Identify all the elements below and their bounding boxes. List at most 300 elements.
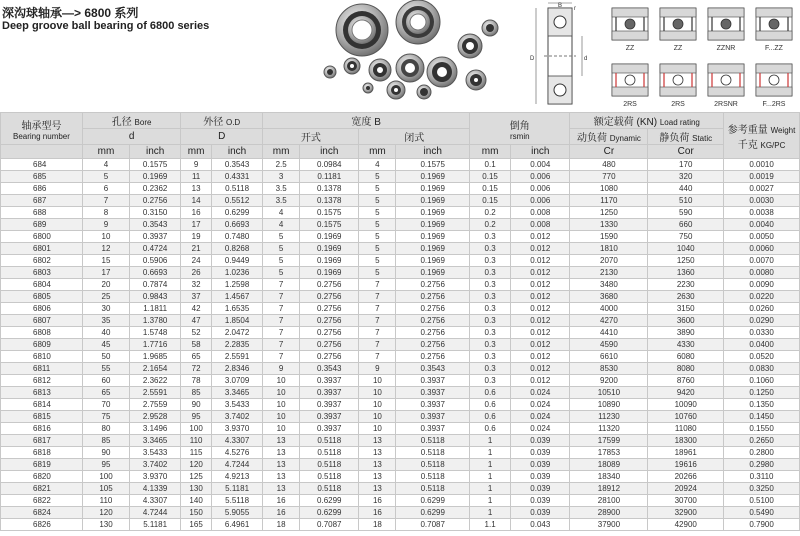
unit-bore-mm: mm <box>82 145 129 159</box>
table-cell: 0.008 <box>511 207 570 219</box>
table-cell: 0.3150 <box>130 207 181 219</box>
table-cell: 170 <box>648 159 724 171</box>
table-cell: 3600 <box>648 315 724 327</box>
seal-thumbnail <box>660 64 696 108</box>
table-cell: 13 <box>359 435 396 447</box>
table-cell: 685 <box>1 171 83 183</box>
drawing-label-r: r <box>574 6 576 12</box>
table-cell: 0.5118 <box>396 459 470 471</box>
table-cell: 0.0060 <box>724 243 800 255</box>
table-cell: 6812 <box>1 375 83 387</box>
table-cell: 13 <box>263 435 300 447</box>
table-cell: 0.1450 <box>724 411 800 423</box>
table-cell: 0.012 <box>511 243 570 255</box>
table-cell: 686 <box>1 183 83 195</box>
table-cell: 17599 <box>570 435 648 447</box>
table-cell: 6811 <box>1 363 83 375</box>
table-cell: 0.2980 <box>724 459 800 471</box>
header-chamfer <box>470 113 570 145</box>
table-cell: 6814 <box>1 399 83 411</box>
table-cell: 11320 <box>570 423 648 435</box>
table-cell: 0.012 <box>511 303 570 315</box>
table-cell: 0.024 <box>511 387 570 399</box>
header-load <box>570 113 724 129</box>
table-cell: 13 <box>181 183 212 195</box>
table-cell: 1360 <box>648 267 724 279</box>
table-cell: 16 <box>359 495 396 507</box>
header-static <box>648 129 724 145</box>
table-cell: 0.5490 <box>724 507 800 519</box>
table-cell: 5 <box>359 171 396 183</box>
table-row <box>1 267 800 279</box>
table-cell: 0.3250 <box>724 483 800 495</box>
table-cell: 130 <box>181 483 212 495</box>
table-cell: 0.0038 <box>724 207 800 219</box>
table-cell: 0.0260 <box>724 303 800 315</box>
table-cell: 0.0050 <box>724 231 800 243</box>
table-cell: 7 <box>263 315 300 327</box>
table-cell: 3.3465 <box>211 387 262 399</box>
table-cell: 13 <box>359 447 396 459</box>
table-cell: 0.012 <box>511 279 570 291</box>
table-cell: 8760 <box>648 375 724 387</box>
table-cell: 32 <box>181 279 212 291</box>
table-cell: 1.1811 <box>130 303 181 315</box>
table-row <box>1 183 800 195</box>
table-cell: 0.7087 <box>300 519 359 531</box>
table-cell: 0.6299 <box>300 495 359 507</box>
table-cell: 6816 <box>1 423 83 435</box>
table-cell: 2630 <box>648 291 724 303</box>
table-cell: 0.0330 <box>724 327 800 339</box>
table-cell: 0.5100 <box>724 495 800 507</box>
table-cell: 0.7874 <box>130 279 181 291</box>
table-cell: 30700 <box>648 495 724 507</box>
table-cell: 85 <box>181 387 212 399</box>
table-cell: 0.0080 <box>724 267 800 279</box>
table-cell: 10 <box>82 231 129 243</box>
table-cell: 0.0290 <box>724 315 800 327</box>
table-cell: 5 <box>359 219 396 231</box>
table-cell: 52 <box>181 327 212 339</box>
table-cell: 42 <box>181 303 212 315</box>
header-od-cn: 外径 <box>203 117 224 128</box>
header-weight-unit-en: KG/PC <box>760 140 786 150</box>
table-cell: 150 <box>181 507 212 519</box>
table-cell: 0.3 <box>470 291 511 303</box>
table-cell: 100 <box>181 423 212 435</box>
table-cell: 0.7480 <box>211 231 262 243</box>
table-cell: 25 <box>82 291 129 303</box>
table-cell: 13 <box>263 447 300 459</box>
table-cell: 18 <box>263 519 300 531</box>
table-cell: 9 <box>359 363 396 375</box>
table-cell: 37900 <box>570 519 648 531</box>
table-cell: 1.6535 <box>211 303 262 315</box>
table-cell: 0.3 <box>470 267 511 279</box>
table-cell: 10 <box>359 411 396 423</box>
table-cell: 2.1654 <box>130 363 181 375</box>
table-cell: 0.012 <box>511 255 570 267</box>
table-cell: 4 <box>359 159 396 171</box>
table-cell: 6805 <box>1 291 83 303</box>
table-cell: 5 <box>263 243 300 255</box>
table-cell: 2.3622 <box>130 375 181 387</box>
table-cell: 6806 <box>1 303 83 315</box>
table-cell: 3.5 <box>263 195 300 207</box>
table-cell: 3.5433 <box>211 399 262 411</box>
table-cell: 0.5118 <box>300 447 359 459</box>
table-cell: 0.1378 <box>300 195 359 207</box>
table-cell: 0.5118 <box>300 471 359 483</box>
table-cell: 2.5591 <box>130 387 181 399</box>
table-cell: 6610 <box>570 351 648 363</box>
table-cell: 1250 <box>648 255 724 267</box>
table-cell: 660 <box>648 219 724 231</box>
table-cell: 0.7087 <box>396 519 470 531</box>
seal-thumbnail <box>612 8 648 52</box>
table-cell: 0.024 <box>511 411 570 423</box>
table-cell: 7 <box>263 291 300 303</box>
header-bore-en: Bore <box>134 118 152 127</box>
table-cell: 0.2 <box>470 219 511 231</box>
header-chamfer-cn: 倒角 <box>509 120 530 132</box>
table-cell: 0.039 <box>511 471 570 483</box>
table-cell: 4000 <box>570 303 648 315</box>
table-cell: 0.2 <box>470 207 511 219</box>
table-cell: 0.3937 <box>300 375 359 387</box>
table-cell: 0.012 <box>511 267 570 279</box>
header-weight <box>724 113 800 159</box>
table-cell: 19 <box>181 231 212 243</box>
header-bore-cn: 孔径 <box>111 117 132 128</box>
seal-thumbnail <box>660 8 696 52</box>
table-cell: 0.1575 <box>300 219 359 231</box>
table-cell: 0.2756 <box>300 351 359 363</box>
table-cell: 3.9370 <box>211 423 262 435</box>
table-cell: 0.3543 <box>396 363 470 375</box>
seal-label: F...2RS <box>762 101 786 108</box>
table-cell: 3.0709 <box>211 375 262 387</box>
header-width-cn: 宽度 <box>351 117 372 128</box>
table-cell: 0.0030 <box>724 195 800 207</box>
table-cell: 1.1 <box>470 519 511 531</box>
table-cell: 4.7244 <box>211 459 262 471</box>
table-cell: 5.9055 <box>211 507 262 519</box>
table-cell: 0.3 <box>470 279 511 291</box>
table-cell: 6.4961 <box>211 519 262 531</box>
table-cell: 6815 <box>1 411 83 423</box>
table-cell: 0.1969 <box>396 207 470 219</box>
table-cell: 0.7900 <box>724 519 800 531</box>
table-cell: 14 <box>181 195 212 207</box>
table-cell: 5.5118 <box>211 495 262 507</box>
header-od-sym: D <box>181 129 263 145</box>
table-cell: 0.6 <box>470 411 511 423</box>
table-cell: 3890 <box>648 327 724 339</box>
table-cell: 4 <box>263 207 300 219</box>
table-cell: 3150 <box>648 303 724 315</box>
header-load-en: Load rating <box>659 118 700 127</box>
table-row <box>1 447 800 459</box>
table-row <box>1 411 800 423</box>
table-cell: 17853 <box>570 447 648 459</box>
header-open: 开式 <box>263 129 359 145</box>
table-cell: 1 <box>470 447 511 459</box>
table-cell: 0.039 <box>511 483 570 495</box>
table-cell: 10 <box>263 411 300 423</box>
table-cell: 11080 <box>648 423 724 435</box>
table-cell: 10 <box>263 375 300 387</box>
table-cell: 9 <box>181 159 212 171</box>
table-cell: 0.024 <box>511 423 570 435</box>
table-cell: 0.3543 <box>130 219 181 231</box>
table-row <box>1 315 800 327</box>
table-cell: 7 <box>359 291 396 303</box>
table-row <box>1 363 800 375</box>
table-cell: 4590 <box>570 339 648 351</box>
table-cell: 3.9370 <box>130 471 181 483</box>
table-cell: 0.1969 <box>396 231 470 243</box>
table-cell: 0.6 <box>470 423 511 435</box>
table-cell: 16 <box>359 507 396 519</box>
table-row <box>1 399 800 411</box>
seal-thumbnail <box>708 8 744 52</box>
bearings-photo <box>300 0 505 104</box>
table-cell: 0.3937 <box>300 387 359 399</box>
header-static-cn: 静负荷 <box>659 133 690 144</box>
table-cell: 0.3 <box>470 243 511 255</box>
table-cell: 78 <box>181 375 212 387</box>
table-row <box>1 279 800 291</box>
table-cell: 18961 <box>648 447 724 459</box>
table-cell: 3680 <box>570 291 648 303</box>
table-cell: 4.1339 <box>130 483 181 495</box>
header-static-en: Static <box>692 134 713 143</box>
table-cell: 0.6299 <box>211 207 262 219</box>
table-cell: 1 <box>470 471 511 483</box>
table-cell: 18 <box>359 519 396 531</box>
table-cell: 1040 <box>648 243 724 255</box>
table-cell: 24 <box>181 255 212 267</box>
table-cell: 0.3543 <box>300 363 359 375</box>
table-cell: 0.3 <box>470 363 511 375</box>
table-cell: 6810 <box>1 351 83 363</box>
table-cell: 13 <box>263 471 300 483</box>
drawing-label-outer-d: D <box>530 56 535 62</box>
table-cell: 100 <box>82 471 129 483</box>
table-cell: 0.012 <box>511 339 570 351</box>
table-cell: 5 <box>359 195 396 207</box>
table-cell: 18340 <box>570 471 648 483</box>
table-cell: 0.2756 <box>300 339 359 351</box>
table-cell: 1.5748 <box>130 327 181 339</box>
table-cell: 684 <box>1 159 83 171</box>
table-cell: 8080 <box>648 363 724 375</box>
table-cell: 0.3 <box>470 375 511 387</box>
drawing-label-inner-d: d <box>584 56 588 62</box>
table-cell: 0.0019 <box>724 171 800 183</box>
unit-closed-inch: inch <box>396 145 470 159</box>
table-cell: 11 <box>181 171 212 183</box>
table-cell: 10510 <box>570 387 648 399</box>
table-cell: 0.1969 <box>396 243 470 255</box>
table-cell: 0.2756 <box>300 327 359 339</box>
table-cell: 480 <box>570 159 648 171</box>
table-cell: 0.1969 <box>396 195 470 207</box>
table-row <box>1 375 800 387</box>
table-row <box>1 303 800 315</box>
table-cell: 0.3 <box>470 327 511 339</box>
table-cell: 0.6693 <box>211 219 262 231</box>
table-cell: 10760 <box>648 411 724 423</box>
table-cell: 1 <box>470 435 511 447</box>
table-cell: 0.2650 <box>724 435 800 447</box>
table-cell: 5 <box>263 267 300 279</box>
table-cell: 6826 <box>1 519 83 531</box>
table-cell: 0.15 <box>470 171 511 183</box>
table-cell: 58 <box>181 339 212 351</box>
table-cell: 0.5118 <box>396 471 470 483</box>
table-cell: 0.6 <box>470 399 511 411</box>
table-cell: 13 <box>359 483 396 495</box>
table-cell: 0.1969 <box>300 243 359 255</box>
table-cell: 0.3 <box>470 351 511 363</box>
table-row <box>1 219 800 231</box>
table-cell: 10 <box>359 423 396 435</box>
table-row <box>1 327 800 339</box>
table-cell: 6821 <box>1 483 83 495</box>
table-cell: 5.1181 <box>211 483 262 495</box>
table-cell: 1810 <box>570 243 648 255</box>
table-cell: 0.5118 <box>300 483 359 495</box>
table-cell: 2.5591 <box>211 351 262 363</box>
table-cell: 6824 <box>1 507 83 519</box>
table-row <box>1 231 800 243</box>
table-cell: 0.5118 <box>396 435 470 447</box>
table-cell: 10890 <box>570 399 648 411</box>
table-cell: 16 <box>181 207 212 219</box>
table-cell: 0.2756 <box>300 315 359 327</box>
table-cell: 2230 <box>648 279 724 291</box>
table-cell: 110 <box>181 435 212 447</box>
table-cell: 0.1969 <box>300 255 359 267</box>
table-cell: 0.5512 <box>211 195 262 207</box>
table-row <box>1 351 800 363</box>
table-cell: 10 <box>359 399 396 411</box>
page-title-en: Deep groove ball bearing of 6800 series <box>2 20 210 32</box>
table-cell: 1.3780 <box>130 315 181 327</box>
table-cell: 90 <box>181 399 212 411</box>
table-cell: 1.8504 <box>211 315 262 327</box>
table-cell: 5 <box>263 231 300 243</box>
table-cell: 12 <box>82 243 129 255</box>
header-width-sym: B <box>374 117 381 128</box>
table-cell: 0.3937 <box>396 375 470 387</box>
table-cell: 7 <box>359 315 396 327</box>
table-cell: 0.1181 <box>300 171 359 183</box>
table-cell: 20266 <box>648 471 724 483</box>
table-cell: 0.0984 <box>300 159 359 171</box>
header-weight-unit-cn: 千克 <box>737 139 758 151</box>
table-cell: 37 <box>181 291 212 303</box>
table-cell: 770 <box>570 171 648 183</box>
table-cell: 0.3543 <box>211 159 262 171</box>
table-cell: 440 <box>648 183 724 195</box>
table-cell: 6822 <box>1 495 83 507</box>
table-cell: 1330 <box>570 219 648 231</box>
seal-thumbnail <box>756 64 792 108</box>
table-cell: 3 <box>263 171 300 183</box>
table-cell: 20 <box>82 279 129 291</box>
table-cell: 95 <box>181 411 212 423</box>
table-cell: 5 <box>359 255 396 267</box>
table-cell: 0.6299 <box>396 507 470 519</box>
table-cell: 17 <box>82 267 129 279</box>
table-cell: 0.5906 <box>130 255 181 267</box>
table-cell: 0.1550 <box>724 423 800 435</box>
table-cell: 0.3937 <box>130 231 181 243</box>
table-cell: 0.3937 <box>396 423 470 435</box>
table-cell: 45 <box>82 339 129 351</box>
table-cell: 0.0010 <box>724 159 800 171</box>
table-cell: 0.15 <box>470 183 511 195</box>
table-cell: 1080 <box>570 183 648 195</box>
table-cell: 6820 <box>1 471 83 483</box>
table-cell: 0.2756 <box>396 351 470 363</box>
table-cell: 10090 <box>648 399 724 411</box>
table-cell: 0.5118 <box>396 447 470 459</box>
header-od <box>181 113 263 129</box>
table-cell: 18300 <box>648 435 724 447</box>
table-cell: 0.008 <box>511 219 570 231</box>
table-cell: 5 <box>359 243 396 255</box>
table-cell: 7 <box>359 327 396 339</box>
table-cell: 13 <box>263 459 300 471</box>
table-cell: 125 <box>181 471 212 483</box>
seal-label: F...ZZ <box>765 45 783 52</box>
table-cell: 2.0472 <box>211 327 262 339</box>
table-row <box>1 459 800 471</box>
table-cell: 130 <box>82 519 129 531</box>
table-cell: 6817 <box>1 435 83 447</box>
unit-bore-inch: inch <box>130 145 181 159</box>
table-cell: 18912 <box>570 483 648 495</box>
table-cell: 6813 <box>1 387 83 399</box>
table-cell: 0.012 <box>511 315 570 327</box>
table-cell: 0.1060 <box>724 375 800 387</box>
table-cell: 4270 <box>570 315 648 327</box>
header-dynamic-cn: 动负荷 <box>576 133 607 144</box>
table-cell: 7 <box>263 339 300 351</box>
table-cell: 0.1969 <box>300 267 359 279</box>
table-cell: 0.024 <box>511 399 570 411</box>
table-cell: 0.5118 <box>211 183 262 195</box>
table-cell: 0.1350 <box>724 399 800 411</box>
table-cell: 688 <box>1 207 83 219</box>
table-cell: 2.9528 <box>130 411 181 423</box>
table-cell: 2130 <box>570 267 648 279</box>
page-title-cn: 深沟球轴承—> 6800 系列 <box>2 6 139 20</box>
table-row <box>1 423 800 435</box>
table-cell: 0.1969 <box>396 255 470 267</box>
table-cell: 320 <box>648 171 724 183</box>
table-cell: 55 <box>82 363 129 375</box>
table-cell: 0.3937 <box>300 423 359 435</box>
header-od-en: O.D <box>225 118 241 127</box>
header-width <box>263 113 470 129</box>
table-cell: 0.012 <box>511 375 570 387</box>
